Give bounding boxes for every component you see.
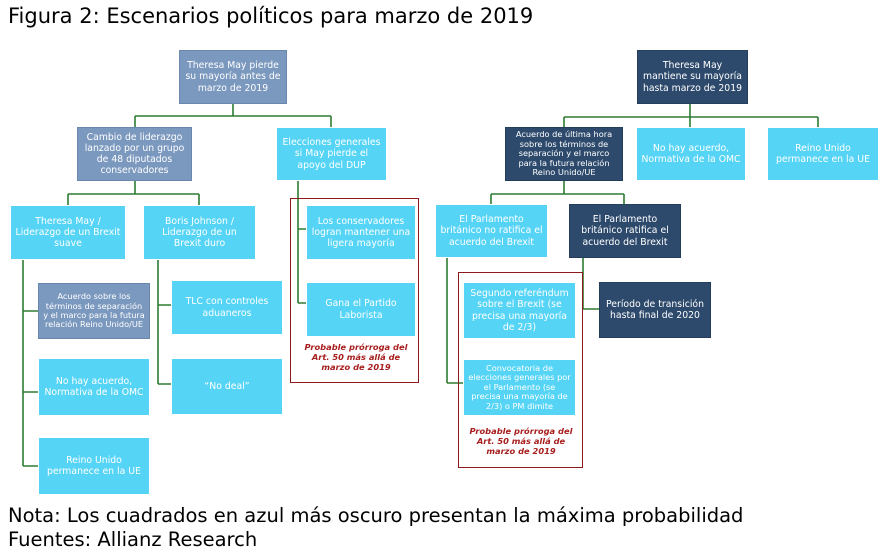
probable-note-left: Probable prórroga del Art. 50 más allá de marzo de 2019 xyxy=(304,342,408,372)
node-n17: El Parlamento británico no ratifica el acuerdo del Brexit xyxy=(435,204,548,258)
node-n1: Theresa May pierde su mayoría antes de marzo de 2019 xyxy=(179,50,287,104)
node-n6: Boris Johnson / Liderazgo de un Brexit duro xyxy=(143,205,256,260)
node-n10: TLC con controles aduaneros xyxy=(171,280,283,335)
node-n4: Elecciones generales si May pierde el apoyo del DUP xyxy=(276,127,387,181)
probable-note-right: Probable prórroga del Art. 50 más allá de marzo de 2019 xyxy=(469,426,573,456)
node-n15: No hay acuerdo, Normativa de la OMC xyxy=(636,127,746,181)
connector-n1-children xyxy=(135,104,331,127)
node-n9: Reino Unido permanece en la UE xyxy=(38,437,150,495)
connector-n3-children xyxy=(68,181,199,205)
node-n7: Acuerdo sobre los términos de separación y el marco para la futura relación Reino Unido/UE xyxy=(38,283,150,339)
footnote: Nota: Los cuadrados en azul más oscuro presentan la máxima probabilidad xyxy=(8,504,744,527)
connector-n5-children xyxy=(23,260,38,466)
node-n13: Gana el Partido Laborista xyxy=(306,282,416,337)
connector-n6-children xyxy=(158,260,171,384)
node-n18: El Parlamento británico ratifica el acuerdo del Brexit xyxy=(569,204,681,258)
node-n14: Acuerdo de última hora sobre los términos de separación y el marco para la futura relación Reino Unido/UE xyxy=(505,127,623,181)
node-n3: Cambio de liderazgo lanzado por un grupo de 48 diputados conservadores xyxy=(77,127,192,181)
connector-n18-children xyxy=(583,258,599,309)
sources: Fuentes: Allianz Research xyxy=(8,528,258,551)
node-n21: Período de transición hasta final de 2020 xyxy=(599,282,711,338)
connector-n2-children xyxy=(564,104,818,127)
node-n20: Convocatoria de elecciones generales por el Parlamento (se precisa una mayoría de 2/3) o PM dimite xyxy=(463,359,576,416)
figure-title: Figura 2: Escenarios políticos para marzo de 2019 xyxy=(8,4,534,28)
node-n16: Reino Unido permanece en la UE xyxy=(767,127,879,181)
node-n11: “No deal” xyxy=(171,358,283,415)
node-n8: No hay acuerdo, Normativa de la OMC xyxy=(38,358,150,416)
node-n5: Theresa May / Liderazgo de un Brexit suave xyxy=(10,205,126,260)
node-n2: Theresa May mantiene su mayoría hasta marzo de 2019 xyxy=(637,50,748,104)
node-n12: Los conservadores logran mantener una ligera mayoría xyxy=(306,205,416,260)
node-n19: Segundo referéndum sobre el Brexit (se precisa una mayoría de 2/3) xyxy=(463,282,576,339)
connector-n14-children xyxy=(491,181,624,204)
